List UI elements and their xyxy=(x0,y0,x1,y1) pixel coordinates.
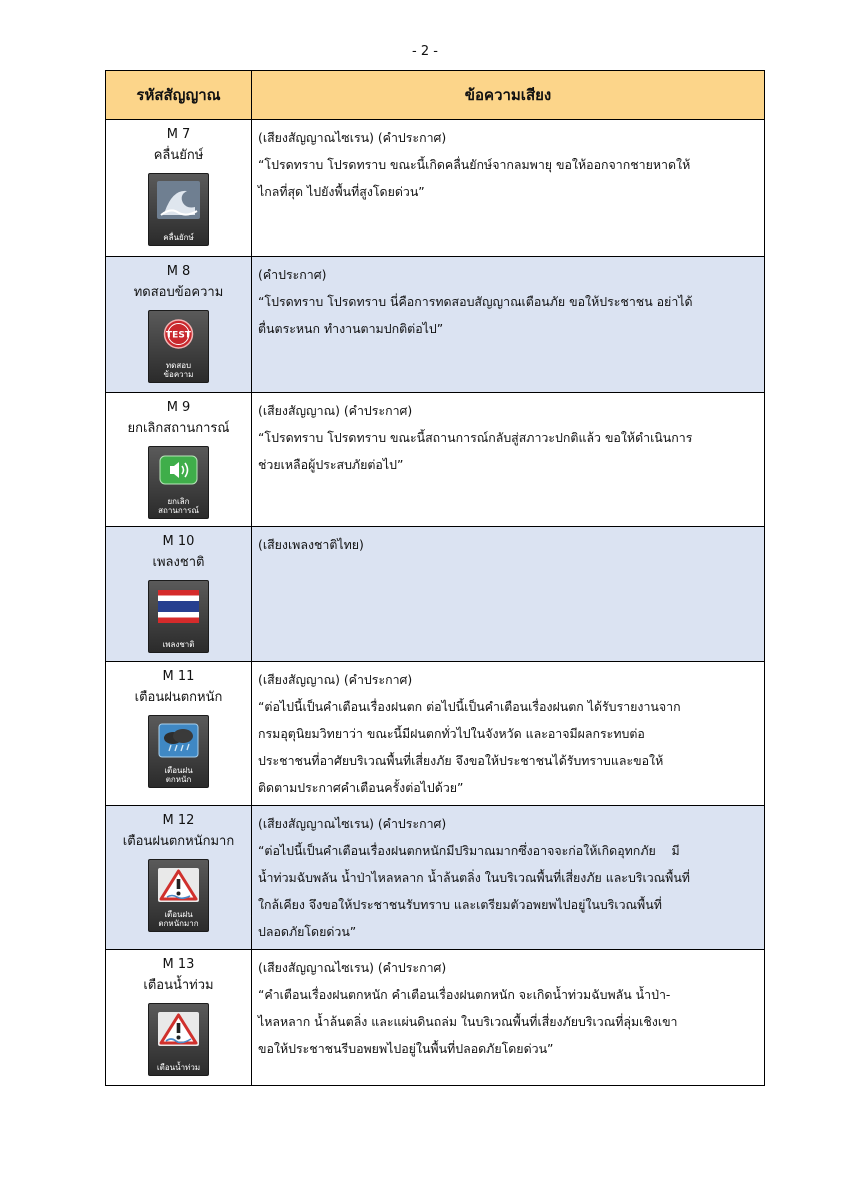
icon-caption: ทดสอบ ข้อความ xyxy=(163,361,194,379)
table-row xyxy=(106,950,765,1086)
signal-code-cell xyxy=(106,806,252,950)
signal-code-cell xyxy=(106,393,252,527)
voice-message-cell xyxy=(252,257,765,393)
header-voice-message: ข้อความเสียง xyxy=(252,71,765,120)
voice-message-cell xyxy=(252,527,765,662)
thai-flag-icon xyxy=(148,580,209,653)
message-line: ปลอดภัยโดยด่วน” xyxy=(258,924,357,939)
storm-cloud-icon xyxy=(148,715,209,788)
signal-name: เตือนน้ำท่วม xyxy=(143,978,214,993)
icon-caption: เพลงชาติ xyxy=(162,640,195,649)
signal-name: เพลงชาติ xyxy=(152,555,205,570)
signal-code-cell xyxy=(106,120,252,257)
signal-code: M 11 xyxy=(162,669,195,684)
table-row xyxy=(106,257,765,393)
voice-message-cell xyxy=(252,806,765,950)
table-row xyxy=(106,120,765,257)
icon-caption: เตือนน้ำท่วม xyxy=(156,1063,201,1072)
message-line: (เสียงสัญญาณไซเรน) (คำประกาศ) xyxy=(258,816,447,831)
signal-code-cell xyxy=(106,527,252,662)
message-line: “โปรดทราบ โปรดทราบ ขณะนี้เกิดคลื่นยักษ์จากลมพายุ ขอให้ออกจากชายหาดให้ xyxy=(258,157,691,172)
message-line: “โปรดทราบ โปรดทราบ ขณะนี้สถานการณ์กลับสู่สภาวะปกติแล้ว ขอให้ดำเนินการ xyxy=(258,430,693,445)
signal-code: M 8 xyxy=(166,264,191,279)
message-line: ไกลที่สุด ไปยังพื้นที่สูงโดยด่วน” xyxy=(258,184,425,199)
table-header-row xyxy=(106,71,765,120)
page-number: - 2 - xyxy=(412,44,438,59)
message-line: (เสียงสัญญาณไซเรน) (คำประกาศ) xyxy=(258,960,447,975)
test-badge: TEST xyxy=(166,330,191,341)
signal-name: ยกเลิกสถานการณ์ xyxy=(127,421,230,436)
signal-name: เตือนฝนตกหนัก xyxy=(134,690,223,705)
warning-triangle-icon xyxy=(148,859,209,932)
signal-code: M 13 xyxy=(162,957,195,972)
signal-code: M 9 xyxy=(166,400,191,415)
voice-message-cell xyxy=(252,662,765,806)
message-line: (เสียงสัญญาณไซเรน) (คำประกาศ) xyxy=(258,130,447,145)
icon-caption: ยกเลิก สถานการณ์ xyxy=(158,497,199,515)
message-line: (คำประกาศ) xyxy=(258,267,327,282)
table-row xyxy=(106,393,765,527)
signal-code-cell xyxy=(106,257,252,393)
voice-message-cell xyxy=(252,120,765,257)
icon-caption: เตือนฝน ตกหนักมาก xyxy=(158,910,199,928)
message-line: ตื่นตระหนก ทำงานตามปกติต่อไป” xyxy=(258,321,444,336)
message-line: “ต่อไปนี้เป็นคำเตือนเรื่องฝนตกหนักมีปริมาณมากซึ่งอาจจะก่อให้เกิดอุทกภัย มี xyxy=(258,843,680,858)
message-line: ช่วยเหลือผู้ประสบภัยต่อไป” xyxy=(258,457,404,472)
message-line: ประชาชนที่อาศัยบริเวณพื้นที่เสี่ยงภัย จึงขอให้ประชาชนได้รับทราบและขอให้ xyxy=(258,753,664,768)
flood-warning-icon xyxy=(148,1003,209,1076)
signal-code: M 7 xyxy=(166,127,191,142)
signal-name: คลื่นยักษ์ xyxy=(153,148,204,163)
message-line: ติดตามประกาศคำเตือนครั้งต่อไปด้วย” xyxy=(258,780,464,795)
message-line: “คำเตือนเรื่องฝนตกหนัก คำเตือนเรื่องฝนตกหนัก จะเกิดน้ำท่วมฉับพลัน น้ำป่า- xyxy=(258,987,671,1002)
test-icon xyxy=(148,310,209,383)
signal-code-cell xyxy=(106,662,252,806)
message-line: ขอให้ประชาชนรีบอพยพไปอยู่ในพื้นที่ปลอดภัยโดยด่วน” xyxy=(258,1041,554,1056)
message-line: (เสียงเพลงชาติไทย) xyxy=(258,537,364,552)
signal-code-cell xyxy=(106,950,252,1086)
message-line: ไหลหลาก น้ำล้นตลิ่ง และแผ่นดินถล่ม ในบริเวณพื้นที่เสี่ยงภัยบริเวณที่ลุ่มเชิงเขา xyxy=(258,1014,678,1029)
signal-code: M 10 xyxy=(162,534,195,549)
message-line: “ต่อไปนี้เป็นคำเตือนเรื่องฝนตก ต่อไปนี้เป็นคำเตือนเรื่องฝนตก ได้รับรายงานจาก xyxy=(258,699,681,714)
message-line: น้ำท่วมฉับพลัน น้ำป่าไหลหลาก น้ำล้นตลิ่ง ในบริเวณพื้นที่เสี่ยงภัย และบริเวณพื้นที่ xyxy=(258,870,690,885)
message-line: กรมอุตุนิยมวิทยาว่า ขณะนี้มีฝนตกทั่วไปในจังหวัด และอาจมีผลกระทบต่อ xyxy=(258,726,645,741)
voice-message-cell xyxy=(252,393,765,527)
header-signal-code: รหัสสัญญาณ xyxy=(106,71,252,120)
message-line: “โปรดทราบ โปรดทราบ นี่คือการทดสอบสัญญาณเตือนภัย ขอให้ประชาชน อย่าได้ xyxy=(258,294,693,309)
signal-name: เตือนฝนตกหนักมาก xyxy=(122,834,235,849)
message-line: ใกล้เคียง จึงขอให้ประชาชนรับทราบ และเตรียมตัวอพยพไปอยู่ในบริเวณพื้นที่ xyxy=(258,897,662,912)
signal-code-table xyxy=(105,70,765,1086)
signal-code: M 12 xyxy=(162,813,195,828)
icon-caption: คลื่นยักษ์ xyxy=(163,233,194,242)
table-row xyxy=(106,662,765,806)
message-line: (เสียงสัญญาณ) (คำประกาศ) xyxy=(258,672,413,687)
voice-message-cell xyxy=(252,950,765,1086)
icon-caption: เตือนฝน ตกหนัก xyxy=(164,766,193,784)
table-row xyxy=(106,806,765,950)
signal-name: ทดสอบข้อความ xyxy=(133,285,224,300)
message-line: (เสียงสัญญาณ) (คำประกาศ) xyxy=(258,403,413,418)
table-row xyxy=(106,527,765,662)
speaker-icon xyxy=(148,446,209,519)
wave-icon xyxy=(148,173,209,246)
